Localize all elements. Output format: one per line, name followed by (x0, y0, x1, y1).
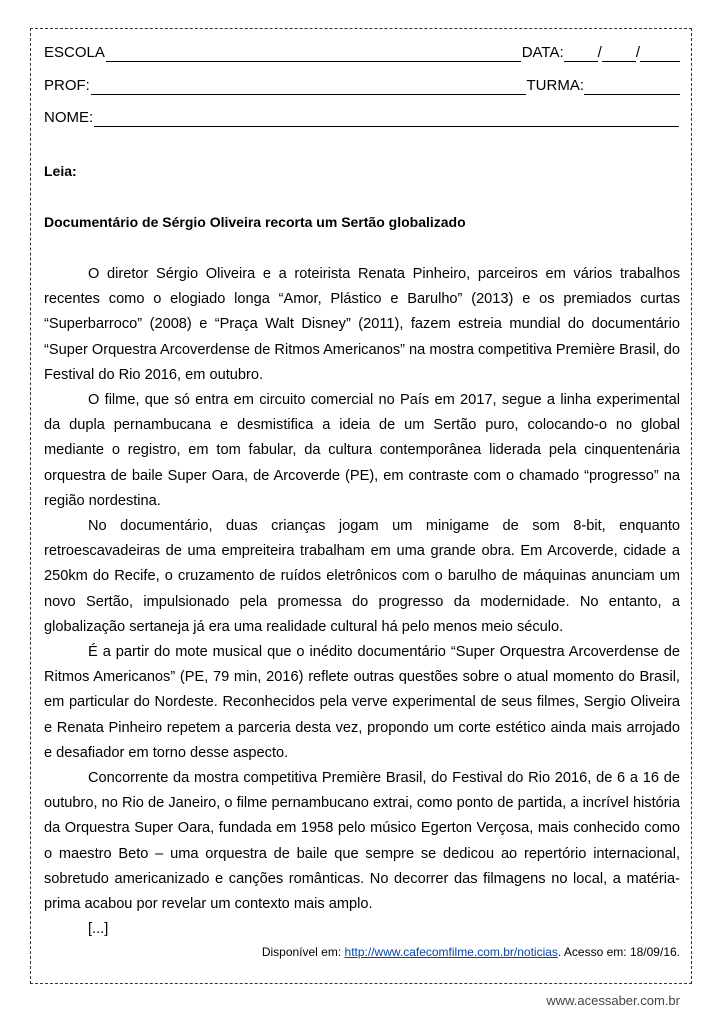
prof-label: PROF: (44, 77, 90, 94)
escola-field[interactable] (106, 47, 521, 62)
paragraph: O filme, que só entra em circuito comercial no País em 2017, segue a linha experimental da dupla pernambucana e desmistifica a ideia de um Sertão puro, colocando-o no global mediante o registro, em tom fabular, da cultura contemporânea liderada pela cinquentenária orquestra de baile Super Oara, de Arcoverde (PE), em contraste com o chamado “progresso” na região nordestina. (44, 392, 680, 509)
instruction-leia: Leia: (44, 163, 77, 179)
prof-field[interactable] (91, 80, 526, 95)
header-nome-row (44, 109, 680, 127)
source-link[interactable]: http://www.cafecomfilme.com.br/noticias (344, 945, 558, 959)
ellipsis: [...] (88, 921, 109, 938)
escola-label: ESCOLA (44, 44, 105, 61)
date-separator: / (597, 44, 602, 61)
paragraph: É a partir do mote musical que o inédito documentário “Super Orquestra Arcoverdense de Ritmos Americanos” (PE, 79 min, 2016) reflete outras questões sobre o atual momento do Brasil, em particular do Nordeste. Reconhecidos pela verve experimental de seus filmes, Sergio Oliveira e Renata Pinheiro repetem a parceria desta vez, propondo um corte estético ainda mais arrojado e desafiador em torno desse aspecto. (44, 644, 680, 761)
article-title: Documentário de Sérgio Oliveira recorta um Sertão globalizado (44, 214, 466, 230)
nome-label: NOME: (44, 109, 94, 126)
data-label: DATA: (521, 44, 564, 61)
nome-field[interactable] (94, 112, 679, 127)
date-separator: / (635, 44, 640, 61)
turma-field[interactable] (584, 80, 680, 95)
date-month-field[interactable] (602, 47, 636, 62)
turma-label: TURMA: (526, 77, 584, 94)
paragraph: O diretor Sérgio Oliveira e a roteirista Renata Pinheiro, parceiros em vários trabalhos recentes como o elogiado longa “Amor, Plástico e Barulho” (2013) e os premiados curtas “Superbarroco” (2008) e “Praça Walt Disney” (2011), fazem estreia mundial do documentário “Super Orquestra Arcoverdense de Ritmos Americanos” na mostra competitiva Première Brasil, do Festival do Rio 2016, em outubro. (44, 266, 680, 383)
source-suffix: . Acesso em: 18/09/16. (557, 945, 680, 959)
source-citation (44, 945, 680, 959)
paragraph: No documentário, duas crianças jogam um minigame de som 8-bit, enquanto retroescavadeiras de uma empreiteira trabalham em uma grande obra. Em Arcoverde, cidade a 250km do Recife, o cruzamento de ruídos eletrônicos com o barulho de máquinas anunciam um novo Sertão, impulsionado pela promessa do progresso da modernidade. No entanto, a globalização sertaneja já era uma realidade cultural há pelo menos meio século. (44, 518, 680, 635)
source-prefix: Disponível em: (261, 945, 345, 959)
article-body (44, 262, 680, 942)
paragraph: Concorrente da mostra competitiva Première Brasil, do Festival do Rio 2016, de 6 a 16 de outubro, no Rio de Janeiro, o filme pernambucano extrai, como ponto de partida, a incrível história da Orquestra Super Oara, fundada em 1958 pelo músico Egerton Verçosa, mais conhecido como o maestro Beto – uma orquestra de baile que sempre se dedicou ao repertório internacional, sobretudo americanizado e canções românticas. No decorrer das filmagens no local, a matéria-prima acabou por revelar um contexto mais amplo. (44, 770, 680, 913)
date-year-field[interactable] (640, 47, 680, 62)
date-day-field[interactable] (564, 47, 598, 62)
header-prof-row (44, 77, 680, 95)
site-footer: www.acessaber.com.br (546, 993, 680, 1008)
header-escola-row (44, 44, 680, 62)
